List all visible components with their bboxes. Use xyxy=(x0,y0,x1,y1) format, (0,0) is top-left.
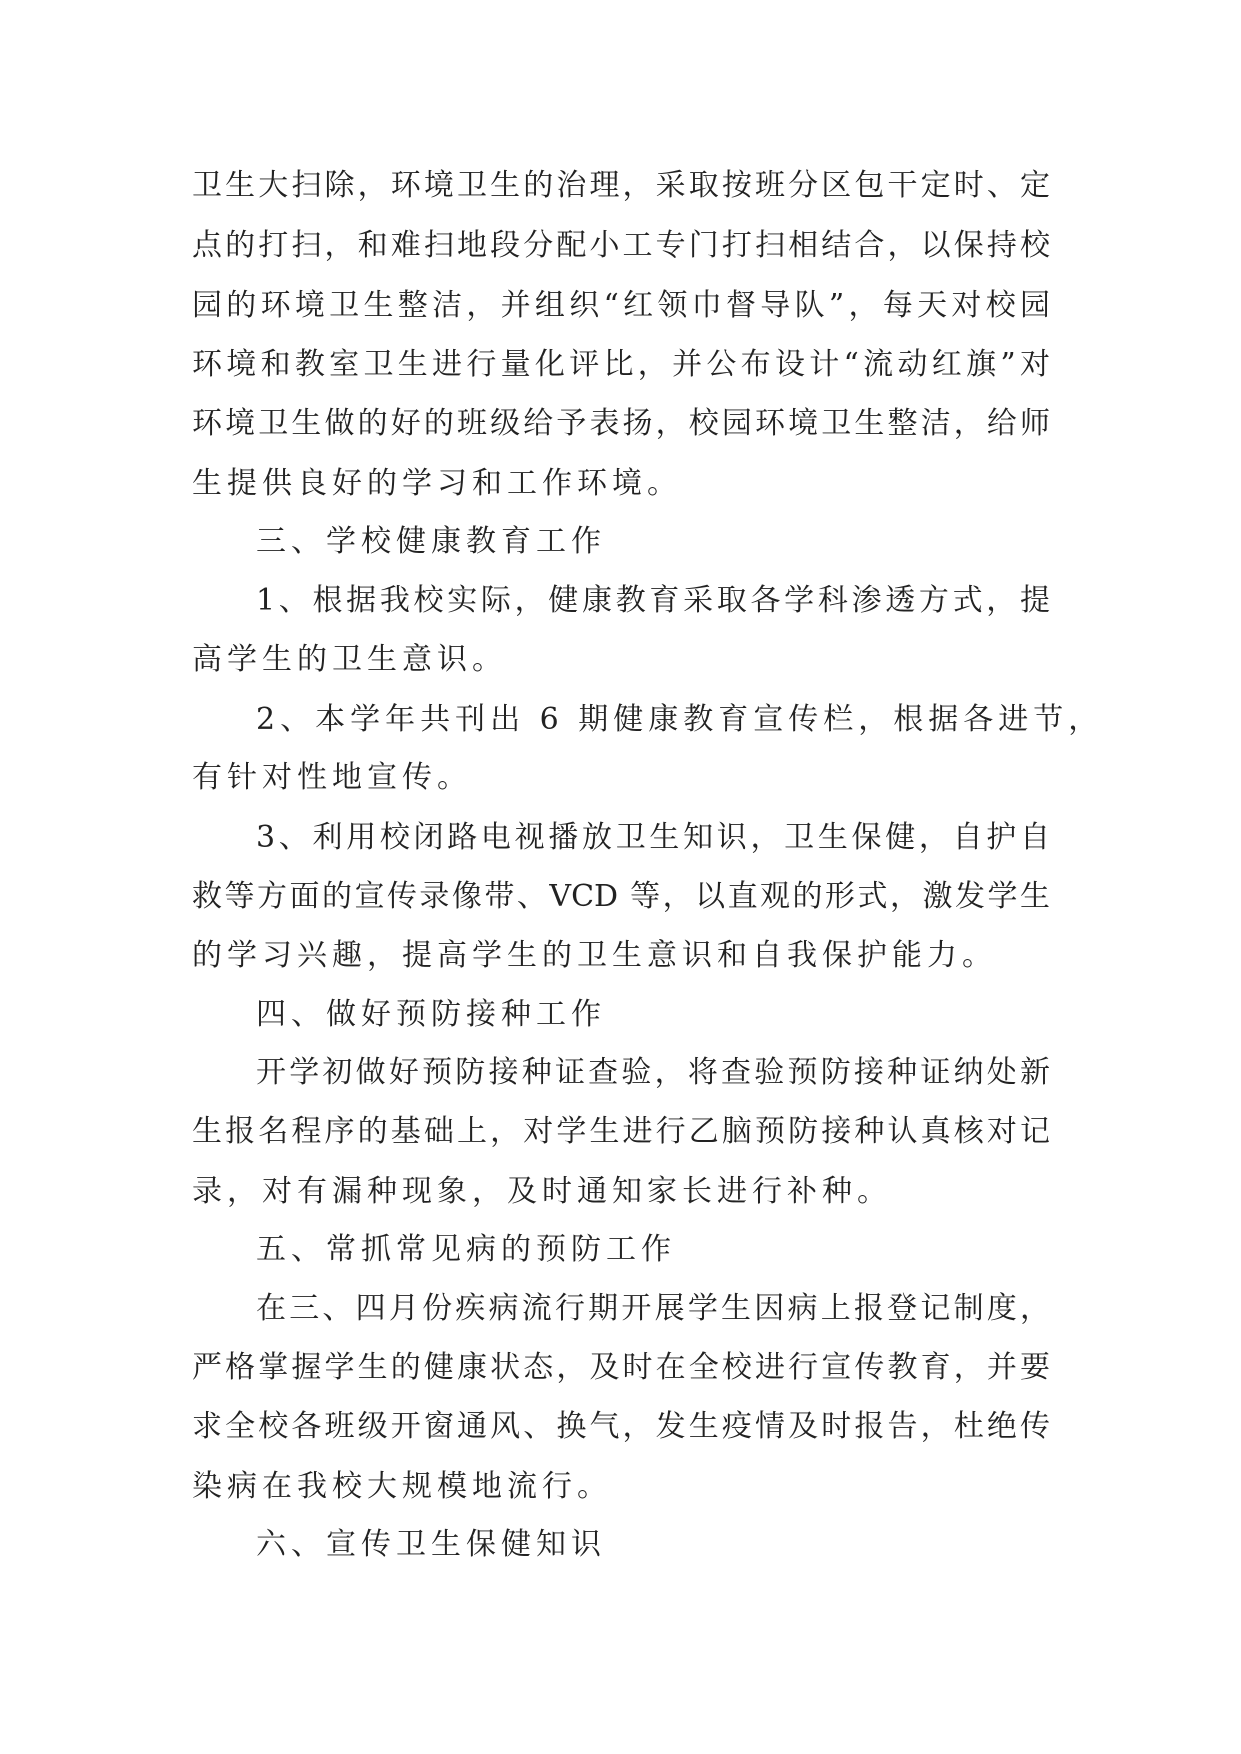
paragraph-line: 有针对性地宣传。 xyxy=(192,760,472,795)
paragraph-line: 卫生大扫除，环境卫生的治理，采取按班分区包干定时、定 xyxy=(192,168,1050,203)
paragraph-line: 园的环境卫生整洁，并组织“红领巾督导队”，每天对校园 xyxy=(192,288,1050,323)
section-heading: 六、宣传卫生保健知识 xyxy=(256,1527,606,1562)
paragraph-line: 生报名程序的基础上，对学生进行乙脑预防接种认真核对记 xyxy=(192,1114,1050,1149)
paragraph-line: 1、根据我校实际，健康教育采取各学科渗透方式，提 xyxy=(256,583,1050,618)
paragraph-line: 在三、四月份疾病流行期开展学生因病上报登记制度， xyxy=(256,1291,1050,1326)
section-heading: 三、学校健康教育工作 xyxy=(256,524,606,559)
paragraph-line: 录，对有漏种现象，及时通知家长进行补种。 xyxy=(192,1174,892,1209)
paragraph-line: 染病在我校大规模地流行。 xyxy=(192,1469,612,1504)
paragraph-line: 救等方面的宣传录像带、VCD 等，以直观的形式，激发学生 xyxy=(192,879,1050,914)
paragraph-line: 环境和教室卫生进行量化评比，并公布设计“流动红旗”对 xyxy=(192,347,1050,382)
section-heading: 五、常抓常见病的预防工作 xyxy=(256,1232,676,1267)
paragraph-line: 开学初做好预防接种证查验，将查验预防接种证纳处新 xyxy=(256,1055,1050,1090)
paragraph-line: 求全校各班级开窗通风、换气，发生疫情及时报告，杜绝传 xyxy=(192,1409,1050,1444)
paragraph-line: 点的打扫，和难扫地段分配小工专门打扫相结合，以保持校 xyxy=(192,228,1050,263)
paragraph-line: 3、利用校闭路电视播放卫生知识，卫生保健，自护自 xyxy=(256,820,1050,855)
paragraph-line: 生提供良好的学习和工作环境。 xyxy=(192,466,682,501)
paragraph-line: 2、本学年共刊出 6 期健康教育宣传栏，根据各进节， xyxy=(256,702,1104,737)
section-heading: 四、做好预防接种工作 xyxy=(256,997,606,1032)
paragraph-line: 环境卫生做的好的班级给予表扬，校园环境卫生整洁，给师 xyxy=(192,406,1050,441)
paragraph-line: 的学习兴趣，提高学生的卫生意识和自我保护能力。 xyxy=(192,938,997,973)
paragraph-line: 高学生的卫生意识。 xyxy=(192,642,507,677)
paragraph-line: 严格掌握学生的健康状态，及时在全校进行宣传教育，并要 xyxy=(192,1350,1050,1385)
